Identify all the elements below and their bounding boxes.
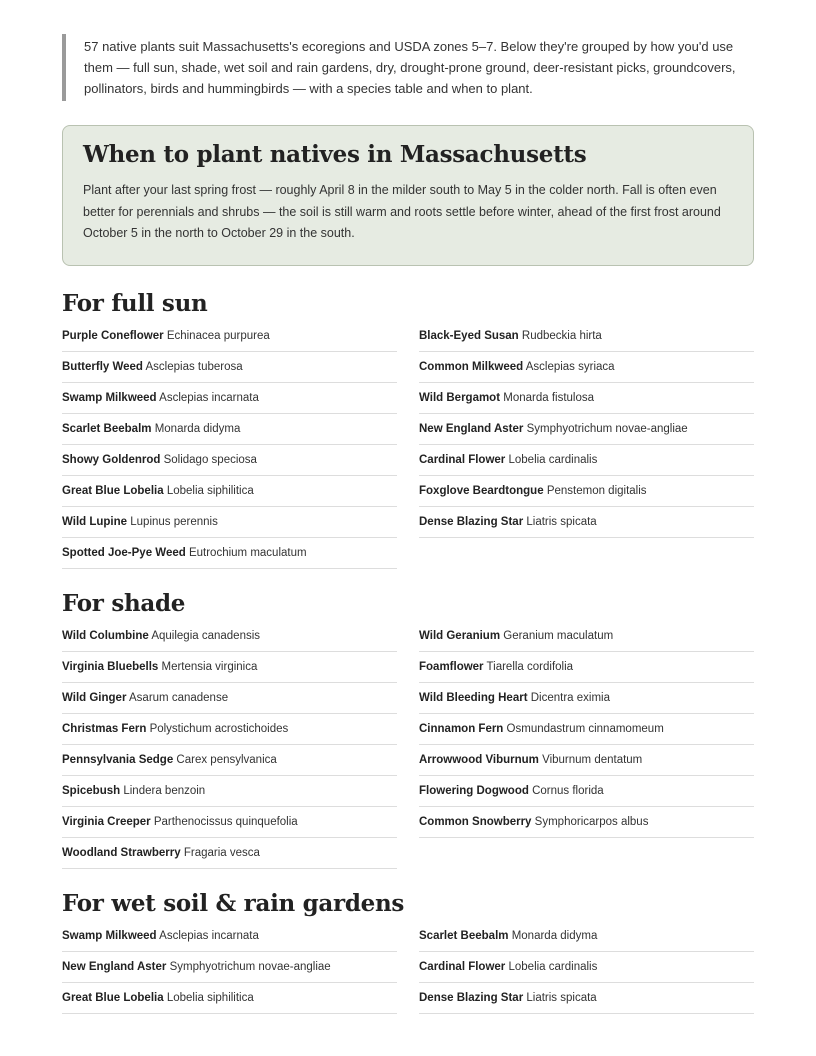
plant-common-name: Christmas Fern bbox=[62, 722, 147, 735]
plant-item bbox=[62, 652, 397, 683]
plant-item bbox=[419, 652, 754, 683]
plant-item bbox=[62, 383, 397, 414]
plant-item bbox=[419, 445, 754, 476]
plant-scientific-name: Lobelia siphilitica bbox=[166, 484, 254, 497]
plant-common-name: Showy Goldenrod bbox=[62, 453, 161, 466]
plant-scientific-name: Monarda fistulosa bbox=[503, 391, 595, 404]
plant-scientific-name: Symphyotrichum novae-angliae bbox=[169, 960, 331, 973]
plant-item bbox=[419, 476, 754, 507]
plant-item bbox=[419, 621, 754, 652]
plant-common-name: Purple Coneflower bbox=[62, 329, 164, 342]
plant-item bbox=[62, 683, 397, 714]
plant-item bbox=[419, 321, 754, 352]
section-heading: For shade bbox=[62, 589, 186, 617]
plant-item bbox=[62, 321, 397, 352]
section-heading: For wet soil & rain gardens bbox=[62, 889, 405, 917]
plant-item bbox=[419, 952, 754, 983]
plant-item bbox=[62, 507, 397, 538]
plant-scientific-name: Asclepias incarnata bbox=[159, 929, 259, 942]
plant-item bbox=[419, 776, 754, 807]
section-heading: For full sun bbox=[62, 289, 208, 317]
plant-common-name: Dense Blazing Star bbox=[419, 515, 524, 528]
plant-scientific-name: Viburnum dentatum bbox=[542, 753, 643, 766]
plant-scientific-name: Liatris spicata bbox=[526, 515, 597, 528]
plant-item bbox=[62, 921, 397, 952]
planting-time-callout bbox=[62, 125, 754, 266]
plant-item bbox=[419, 383, 754, 414]
plant-scientific-name: Lobelia siphilitica bbox=[166, 991, 254, 1004]
plant-item bbox=[62, 983, 397, 1014]
plant-scientific-name: Mertensia virginica bbox=[161, 660, 258, 673]
plant-scientific-name: Echinacea purpurea bbox=[166, 329, 270, 342]
plant-item bbox=[419, 921, 754, 952]
plant-scientific-name: Carex pensylvanica bbox=[176, 753, 277, 766]
plant-common-name: Black-Eyed Susan bbox=[419, 329, 519, 342]
plant-common-name: Spotted Joe-Pye Weed bbox=[62, 546, 186, 559]
plant-item bbox=[419, 683, 754, 714]
plant-item bbox=[419, 807, 754, 838]
plant-scientific-name: Lobelia cardinalis bbox=[508, 960, 598, 973]
plant-item bbox=[419, 507, 754, 538]
plant-scientific-name: Lupinus perennis bbox=[130, 515, 218, 528]
plant-scientific-name: Symphyotrichum novae-angliae bbox=[526, 422, 688, 435]
plant-item bbox=[419, 983, 754, 1014]
plant-item bbox=[62, 807, 397, 838]
plant-common-name: Virginia Creeper bbox=[62, 815, 151, 828]
plant-scientific-name: Polystichum acrostichoides bbox=[149, 722, 289, 735]
plant-item bbox=[62, 776, 397, 807]
plant-scientific-name: Asarum canadense bbox=[129, 691, 229, 704]
plant-item bbox=[62, 838, 397, 869]
plant-item bbox=[419, 414, 754, 445]
plant-scientific-name: Parthenocissus quinquefolia bbox=[153, 815, 298, 828]
plant-scientific-name: Lobelia cardinalis bbox=[508, 453, 598, 466]
plant-item bbox=[419, 714, 754, 745]
plant-scientific-name: Aquilegia canadensis bbox=[151, 629, 261, 642]
plant-scientific-name: Eutrochium maculatum bbox=[188, 546, 307, 559]
plant-item bbox=[62, 538, 397, 569]
plant-scientific-name: Geranium maculatum bbox=[503, 629, 614, 642]
plant-scientific-name: Cornus florida bbox=[532, 784, 604, 797]
plant-common-name: Great Blue Lobelia bbox=[62, 991, 164, 1004]
plant-common-name: Virginia Bluebells bbox=[62, 660, 159, 673]
plant-scientific-name: Rudbeckia hirta bbox=[521, 329, 602, 342]
plant-section bbox=[62, 888, 754, 1021]
plant-common-name: Common Milkweed bbox=[419, 360, 524, 373]
plant-item bbox=[62, 476, 397, 507]
plant-list bbox=[62, 328, 754, 576]
plant-common-name: Cardinal Flower bbox=[419, 453, 506, 466]
plant-list bbox=[62, 928, 754, 1021]
plant-common-name: Common Snowberry bbox=[419, 815, 532, 828]
plant-item bbox=[62, 714, 397, 745]
plant-item bbox=[419, 352, 754, 383]
plant-common-name: Scarlet Beebalm bbox=[419, 929, 509, 942]
plant-common-name: Wild Bergamot bbox=[419, 391, 501, 404]
plant-sections bbox=[62, 288, 754, 1021]
plant-scientific-name: Asclepias syriaca bbox=[525, 360, 615, 373]
plant-common-name: Scarlet Beebalm bbox=[62, 422, 152, 435]
plant-common-name: Woodland Strawberry bbox=[62, 846, 181, 859]
plant-section bbox=[62, 288, 754, 576]
plant-scientific-name: Monarda didyma bbox=[511, 929, 598, 942]
callout-title: When to plant natives in Massachusetts bbox=[83, 141, 587, 168]
plant-common-name: Butterfly Weed bbox=[62, 360, 143, 373]
plant-scientific-name: Osmundastrum cinnamomeum bbox=[506, 722, 664, 735]
plant-common-name: Pennsylvania Sedge bbox=[62, 753, 174, 766]
plant-scientific-name: Asclepias incarnata bbox=[159, 391, 259, 404]
plant-common-name: Wild Ginger bbox=[62, 691, 127, 704]
plant-common-name: Flowering Dogwood bbox=[419, 784, 529, 797]
callout-body: Plant after your last spring frost — roughly April 8 in the milder south to May 5 in the colder north. Fall is often even better for perennials and shrubs — the soil is still warm and roots settle before winter, ahead of the first frost around October 5 in the north to October 29 in the south. bbox=[83, 183, 721, 240]
plant-common-name: Wild Lupine bbox=[62, 515, 128, 528]
plant-common-name: Swamp Milkweed bbox=[62, 929, 157, 942]
plant-scientific-name: Monarda didyma bbox=[154, 422, 241, 435]
plant-common-name: Wild Columbine bbox=[62, 629, 149, 642]
plant-scientific-name: Penstemon digitalis bbox=[546, 484, 647, 497]
plant-common-name: Dense Blazing Star bbox=[419, 991, 524, 1004]
plant-scientific-name: Dicentra eximia bbox=[530, 691, 610, 704]
plant-common-name: Arrowwood Viburnum bbox=[419, 753, 539, 766]
plant-section bbox=[62, 588, 754, 876]
plant-item bbox=[62, 352, 397, 383]
plant-item bbox=[62, 621, 397, 652]
plant-list bbox=[62, 628, 754, 876]
plant-scientific-name: Tiarella cordifolia bbox=[486, 660, 574, 673]
plant-scientific-name: Lindera benzoin bbox=[123, 784, 206, 797]
plant-common-name: Foxglove Beardtongue bbox=[419, 484, 544, 497]
plant-common-name: Spicebush bbox=[62, 784, 121, 797]
plant-scientific-name: Fragaria vesca bbox=[183, 846, 260, 859]
plant-item bbox=[62, 445, 397, 476]
plant-common-name: Cinnamon Fern bbox=[419, 722, 504, 735]
plant-common-name: Cardinal Flower bbox=[419, 960, 506, 973]
plant-item bbox=[62, 952, 397, 983]
plant-common-name: Swamp Milkweed bbox=[62, 391, 157, 404]
plant-scientific-name: Asclepias tuberosa bbox=[145, 360, 243, 373]
plant-common-name: Wild Bleeding Heart bbox=[419, 691, 528, 704]
article bbox=[62, 0, 754, 1021]
plant-scientific-name: Liatris spicata bbox=[526, 991, 597, 1004]
plant-common-name: New England Aster bbox=[419, 422, 524, 435]
intro-summary: 57 native plants suit Massachusetts's ecoregions and USDA zones 5–7. Below they're grouped by how you'd use them — full sun, shade, wet soil and rain gardens, dry, drought-prone ground, deer-resistant picks, groundcovers, pollinators, birds and hummingbirds — with a species table and when to plant. bbox=[62, 34, 754, 101]
plant-item bbox=[62, 414, 397, 445]
plant-common-name: Wild Geranium bbox=[419, 629, 501, 642]
plant-item bbox=[419, 745, 754, 776]
plant-scientific-name: Solidago speciosa bbox=[163, 453, 257, 466]
plant-common-name: New England Aster bbox=[62, 960, 167, 973]
plant-common-name: Great Blue Lobelia bbox=[62, 484, 164, 497]
plant-item bbox=[62, 745, 397, 776]
plant-common-name: Foamflower bbox=[419, 660, 484, 673]
plant-scientific-name: Symphoricarpos albus bbox=[534, 815, 649, 828]
